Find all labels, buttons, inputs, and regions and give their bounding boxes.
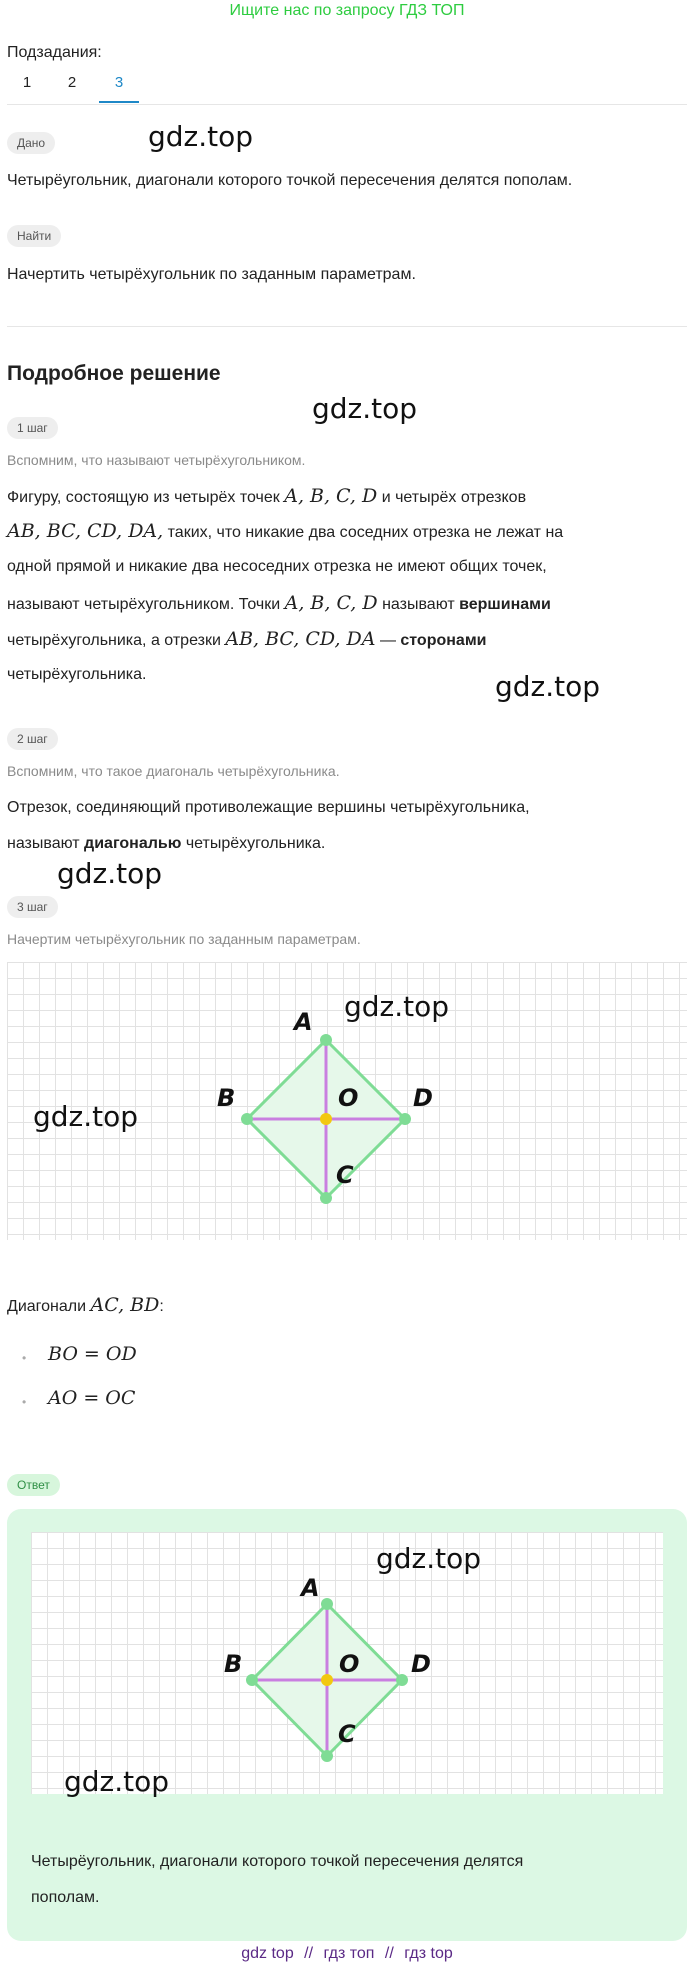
center-o xyxy=(320,1113,332,1125)
vertex-d xyxy=(399,1113,411,1125)
footer-link-3[interactable]: гдз top xyxy=(404,1945,453,1962)
step-1-line-4: называют четырёхугольником. Точки A, B, C, D называют вершинами xyxy=(7,592,551,614)
tab-3[interactable]: 3 xyxy=(114,74,124,91)
vertex-d xyxy=(396,1674,408,1686)
step-1-line-3: одной прямой и никакие два несоседних отрезка не имеют общих точек, xyxy=(7,558,547,575)
watermark: gdz.top xyxy=(64,1765,170,1798)
step-1-pill: 1 шаг xyxy=(7,417,58,439)
find-pill: Найти xyxy=(7,225,61,247)
vertex-c xyxy=(320,1192,332,1204)
vertex-b xyxy=(241,1113,253,1125)
step-1-line-2: AB, BC, CD, DA, таких, что никакие два соседних отрезка не лежат на xyxy=(7,520,564,542)
label-c: C xyxy=(338,1720,356,1748)
watermark: gdz.top xyxy=(376,1542,482,1575)
label-o: O xyxy=(339,1650,360,1678)
tab-1[interactable]: 1 xyxy=(22,74,32,91)
vertex-a xyxy=(320,1034,332,1046)
step-2-line-1: Отрезок, соединяющий противолежащие вершины четырёхугольника, xyxy=(7,799,530,816)
watermark: gdz.top xyxy=(495,670,601,703)
watermark: gdz.top xyxy=(148,120,254,153)
solution-title: Подробное решение xyxy=(7,362,221,385)
step-1-line-1: Фигуру, состоящую из четырёх точек A, B, C, D и четырёх отрезков xyxy=(7,485,527,507)
footer-link-1[interactable]: gdz top xyxy=(241,1945,294,1962)
footer-links xyxy=(0,1945,694,1963)
section-divider xyxy=(7,326,687,327)
step-1-hint: Вспомним, что называют четырёхугольником. xyxy=(7,452,306,468)
label-a: A xyxy=(301,1574,320,1602)
answer-figure-svg xyxy=(31,1532,663,1794)
vertex-c xyxy=(321,1750,333,1762)
label-b: B xyxy=(224,1650,243,1678)
label-d: D xyxy=(411,1650,431,1678)
answer-text: Четырёугольник, диагонали которого точкой пересечения делятся пополам. xyxy=(31,1853,524,1906)
step-1-line-6: четырёхугольника. xyxy=(7,666,147,683)
watermark: gdz.top xyxy=(57,857,163,890)
search-banner[interactable]: Ищите нас по запросу ГДЗ ТОП xyxy=(229,2,465,19)
diagonal-equality-1: BO = OD xyxy=(48,1343,137,1365)
answer-pill: Ответ xyxy=(7,1474,60,1496)
watermark: gdz.top xyxy=(344,990,450,1023)
center-o xyxy=(321,1674,333,1686)
given-text: Четырёугольник, диагонали которого точкой пересечения делятся пополам. xyxy=(7,172,573,189)
step-3-pill: 3 шаг xyxy=(7,896,58,918)
subtasks-label: Подзадания: xyxy=(7,44,102,61)
step-3-hint: Начертим четырёхугольник по заданным параметрам. xyxy=(7,931,361,947)
active-tab-indicator xyxy=(99,101,139,103)
answer-figure xyxy=(31,1532,663,1794)
vertex-a xyxy=(321,1598,333,1610)
diagonals-line: Диагонали AC, BD: xyxy=(7,1294,164,1316)
diagonal-equality-2: AO = OC xyxy=(48,1387,136,1409)
vertex-b xyxy=(246,1674,258,1686)
find-text: Начертить четырёхугольник по заданным параметрам. xyxy=(7,266,416,283)
label-b: B xyxy=(217,1084,236,1112)
step-2-line-2: называют диагональю четырёхугольника. xyxy=(7,835,326,852)
step-1-line-5: четырёхугольника, а отрезки AB, BC, CD, DA — сторонами xyxy=(7,628,487,650)
watermark: gdz.top xyxy=(33,1100,139,1133)
footer-sep-2: // xyxy=(384,1945,394,1962)
step-2-hint: Вспомним, что такое диагональ четырёхугольника. xyxy=(7,763,340,779)
watermark: gdz.top xyxy=(312,392,418,425)
footer-link-2[interactable]: гдз топ xyxy=(323,1945,375,1962)
footer-sep-1: // xyxy=(304,1945,314,1962)
label-o: O xyxy=(338,1084,359,1112)
bullet-icon: • xyxy=(22,1395,27,1409)
given-pill: Дано xyxy=(7,132,55,154)
label-d: D xyxy=(413,1084,433,1112)
step-2-pill: 2 шаг xyxy=(7,728,58,750)
bullet-icon: • xyxy=(22,1351,27,1365)
label-a: A xyxy=(294,1008,313,1036)
tabs-divider xyxy=(7,104,687,105)
label-c: C xyxy=(336,1161,354,1189)
tab-2[interactable]: 2 xyxy=(67,74,77,91)
